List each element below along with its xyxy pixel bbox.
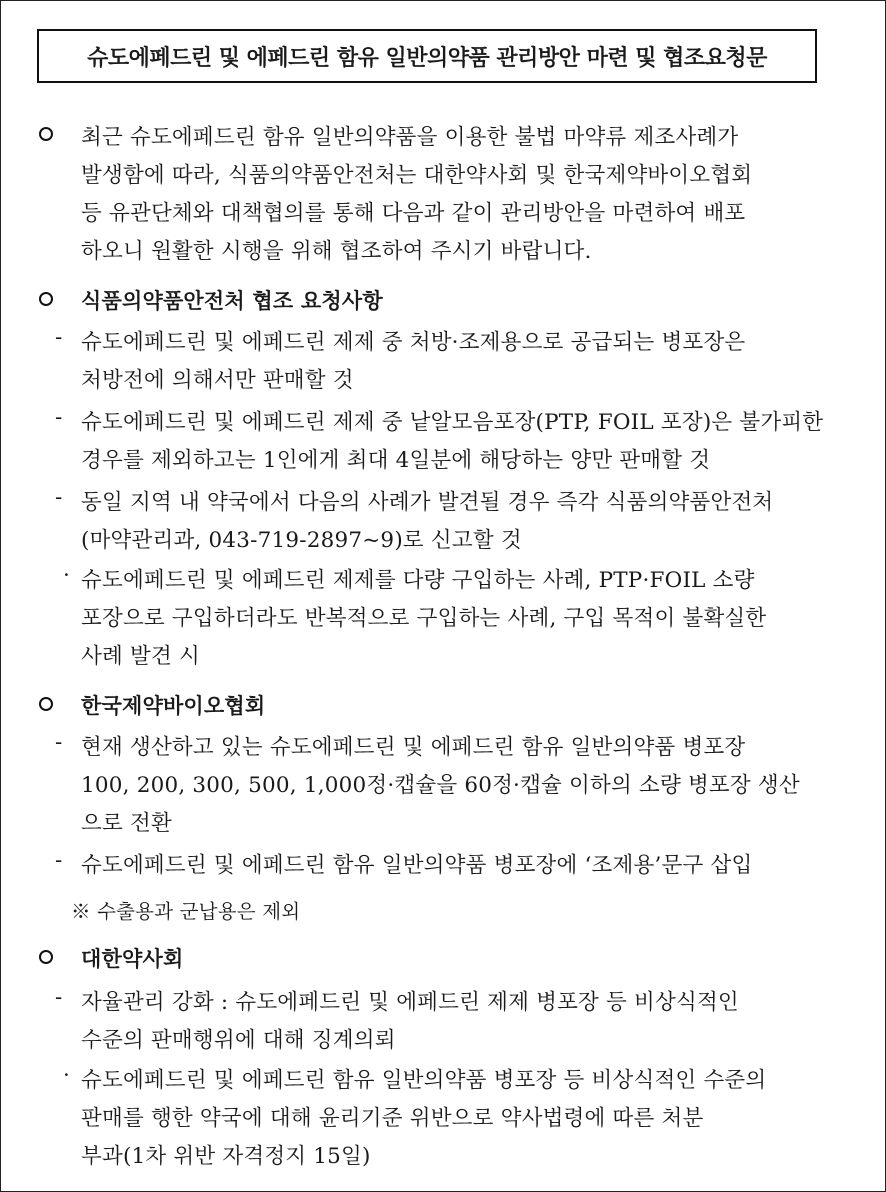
dash-bullet-icon: -	[55, 985, 63, 1010]
sub-item-line: 포장으로 구입하더라도 반복적으로 구입하는 사례, 구입 목적이 불확실한	[81, 606, 767, 631]
list-item-line: 수준의 판매행위에 대해 징계의뢰	[81, 1028, 396, 1053]
list-item-line: (마약관리과, 043-719-2897~9)로 신고할 것	[81, 528, 522, 553]
list-item-line: 100, 200, 300, 500, 1,000정·캡슐을 60정·캡슐 이하의 소량 병포장 생산	[81, 773, 800, 798]
sub-item-line: 판매를 행한 약국에 대해 윤리기준 위반으로 약사법령에 따른 처분	[81, 1106, 704, 1131]
list-item-line: 자율관리 강화 : 슈도에페드린 및 에페드린 제제 병포장 등 비상식적인	[81, 990, 739, 1015]
dash-bullet-icon: -	[55, 848, 63, 873]
list-item-line: 경우를 제외하고는 1인에게 최대 4일분에 해당하는 양만 판매할 것	[81, 448, 711, 473]
section-heading: 대한약사회	[81, 947, 184, 971]
circle-bullet-icon	[39, 697, 53, 711]
circle-bullet-icon	[39, 292, 53, 306]
sub-item-line: 슈도에페드린 및 에페드린 제제를 다량 구입하는 사례, PTP·FOIL 소량	[81, 568, 755, 593]
sub-item-line: 부과(1차 위반 자격정지 15일)	[81, 1144, 371, 1169]
dash-bullet-icon: -	[55, 485, 63, 510]
intro-line: 발생함에 따라, 식품의약품안전처는 대한약사회 및 한국제약바이오협회	[81, 163, 753, 188]
dot-bullet-icon: ·	[63, 563, 70, 588]
list-item-line: 동일 지역 내 약국에서 다음의 사례가 발견될 경우 즉각 식품의약품안전처	[81, 490, 774, 515]
section-heading: 식품의약품안전처 협조 요청사항	[81, 289, 383, 313]
list-item-line: 으로 전환	[81, 811, 172, 836]
dash-bullet-icon: -	[55, 730, 63, 755]
dot-bullet-icon: ·	[63, 1063, 70, 1088]
list-item-line: 처방전에 의해서만 판매할 것	[81, 368, 354, 393]
note-text: ※ 수출용과 군납용은 제외	[71, 900, 301, 923]
list-item-line: 현재 생산하고 있는 슈도에페드린 및 에페드린 함유 일반의약품 병포장	[81, 735, 746, 760]
circle-bullet-icon	[39, 950, 53, 964]
sub-item-line: 슈도에페드린 및 에페드린 함유 일반의약품 병포장 등 비상식적인 수준의	[81, 1068, 767, 1093]
section-heading: 한국제약바이오협회	[81, 694, 266, 718]
intro-line: 최근 슈도에페드린 함유 일반의약품을 이용한 불법 마약류 제조사례가	[81, 125, 739, 150]
document-title: 슈도에페드린 및 에페드린 함유 일반의약품 관리방안 마련 및 협조요청문	[37, 29, 817, 83]
sub-item-line: 사례 발견 시	[81, 644, 200, 669]
list-item-line: 슈도에페드린 및 에페드린 제제 중 낱알모음포장(PTP, FOIL 포장)은 불가피한	[81, 410, 824, 435]
dash-bullet-icon: -	[55, 405, 63, 430]
list-item-line: 슈도에페드린 및 에페드린 함유 일반의약품 병포장에 ‘조제용’문구 삽입	[81, 853, 753, 878]
circle-bullet-icon	[39, 127, 53, 141]
intro-line: 등 유관단체와 대책협의를 통해 다음과 같이 관리방안을 마련하여 배포	[81, 201, 746, 226]
dash-bullet-icon: -	[55, 325, 63, 350]
intro-line: 하오니 원활한 시행을 위해 협조하여 주시기 바랍니다.	[81, 239, 592, 264]
list-item-line: 슈도에페드린 및 에페드린 제제 중 처방·조제용으로 공급되는 병포장은	[81, 330, 746, 355]
